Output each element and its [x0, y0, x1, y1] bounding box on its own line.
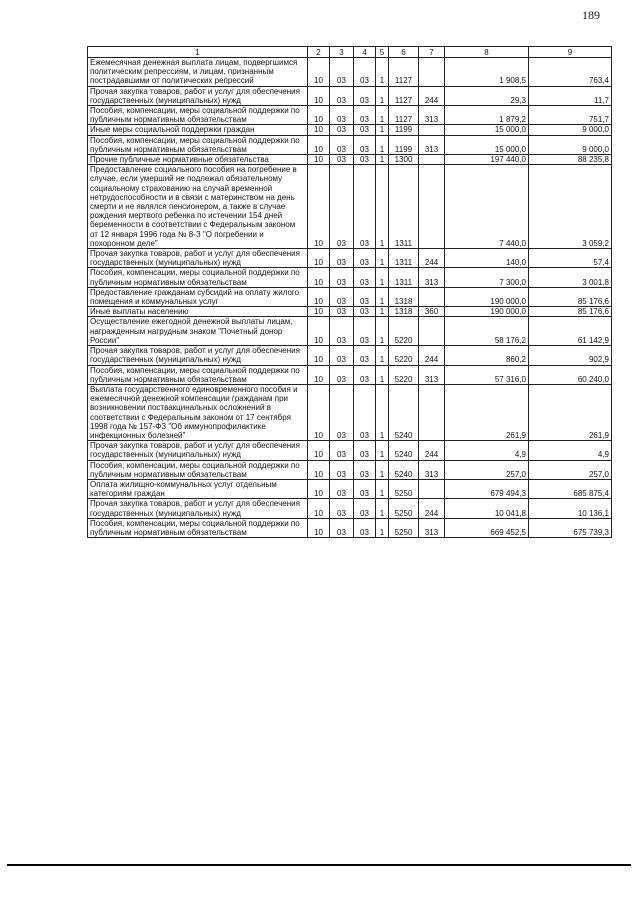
amount-year-1: 197 440,0 [445, 155, 529, 165]
table-row [88, 249, 612, 268]
subsection-code: 03 [330, 307, 354, 317]
expense-type-code [419, 165, 445, 249]
program-code: 03 [354, 346, 376, 365]
footer-rule [7, 864, 631, 866]
target-item-code: 5220 [389, 365, 419, 384]
expense-type-code: 313 [419, 518, 445, 537]
expense-type-code: 313 [419, 135, 445, 154]
subsection-code: 03 [330, 384, 354, 440]
amount-year-1: 10 041,8 [445, 499, 529, 518]
amount-year-1: 1 879,2 [445, 106, 529, 125]
expense-type-code [419, 125, 445, 135]
target-item-code: 1127 [389, 86, 419, 105]
target-item-code: 1311 [389, 249, 419, 268]
program-code: 03 [354, 479, 376, 498]
subsection-code: 03 [330, 165, 354, 249]
subsection-code: 03 [330, 518, 354, 537]
expense-type-code: 244 [419, 499, 445, 518]
table-row [88, 287, 612, 306]
amount-year-2: 88 235,8 [529, 155, 612, 165]
program-code: 03 [354, 125, 376, 135]
section-code: 10 [308, 155, 330, 165]
expense-type-code: 313 [419, 106, 445, 125]
amount-year-1: 140,0 [445, 249, 529, 268]
target-item-code: 1199 [389, 125, 419, 135]
row-description: Прочие публичные нормативные обязательства [88, 155, 308, 165]
target-item-code: 5250 [389, 499, 419, 518]
amount-year-1: 15 000,0 [445, 125, 529, 135]
target-item-code: 1311 [389, 268, 419, 287]
row-description: Оплата жилищно-коммунальных услуг отдельным категориям граждан [88, 479, 308, 498]
subsection-code: 03 [330, 365, 354, 384]
amount-year-1: 58 176,2 [445, 317, 529, 346]
table-row [88, 165, 612, 249]
amount-year-2: 9 000,0 [529, 135, 612, 154]
section-code: 10 [308, 365, 330, 384]
column-header: 4 [354, 47, 376, 58]
amount-year-1: 7 440,0 [445, 165, 529, 249]
section-code: 10 [308, 499, 330, 518]
program-code: 03 [354, 499, 376, 518]
table-row [88, 460, 612, 479]
amount-year-2: 85 176,6 [529, 307, 612, 317]
amount-year-1: 669 452,5 [445, 518, 529, 537]
expense-type-code: 313 [419, 268, 445, 287]
subsection-code: 03 [330, 125, 354, 135]
subprogram-code: 1 [376, 287, 389, 306]
section-code: 10 [308, 268, 330, 287]
subsection-code: 03 [330, 479, 354, 498]
expense-type-code: 360 [419, 307, 445, 317]
column-header: 8 [445, 47, 529, 58]
target-item-code: 1318 [389, 307, 419, 317]
amount-year-1: 15 000,0 [445, 135, 529, 154]
subprogram-code: 1 [376, 518, 389, 537]
amount-year-1: 679 494,3 [445, 479, 529, 498]
section-code: 10 [308, 307, 330, 317]
subsection-code: 03 [330, 287, 354, 306]
program-code: 03 [354, 365, 376, 384]
expense-type-code [419, 479, 445, 498]
subprogram-code: 1 [376, 307, 389, 317]
subprogram-code: 1 [376, 384, 389, 440]
table-row [88, 268, 612, 287]
table-row [88, 155, 612, 165]
expense-type-code [419, 155, 445, 165]
subsection-code: 03 [330, 135, 354, 154]
target-item-code: 1199 [389, 135, 419, 154]
section-code: 10 [308, 518, 330, 537]
table-body [88, 58, 612, 538]
row-description: Прочая закупка товаров, работ и услуг для обеспечения государственных (муниципальных) нужд [88, 441, 308, 460]
subprogram-code: 1 [376, 165, 389, 249]
row-description: Пособия, компенсации, меры социальной поддержки по публичным нормативным обязательствам [88, 106, 308, 125]
amount-year-2: 60 240,0 [529, 365, 612, 384]
row-description: Пособия, компенсации, меры социальной поддержки по публичным нормативным обязательствам [88, 518, 308, 537]
section-code: 10 [308, 441, 330, 460]
row-description: Ежемесячная денежная выплата лицам, подвергшимся политическим репрессиям, и лицам, признанным пострадавшими от политических репрессий [88, 58, 308, 87]
amount-year-1: 261,9 [445, 384, 529, 440]
expense-type-code [419, 287, 445, 306]
amount-year-1: 7 300,0 [445, 268, 529, 287]
table-row [88, 307, 612, 317]
amount-year-2: 57,4 [529, 249, 612, 268]
subsection-code: 03 [330, 317, 354, 346]
subprogram-code: 1 [376, 249, 389, 268]
table-row [88, 441, 612, 460]
row-description: Пособия, компенсации, меры социальной поддержки по публичным нормативным обязательствам [88, 268, 308, 287]
expense-type-code: 244 [419, 86, 445, 105]
table-row [88, 317, 612, 346]
subprogram-code: 1 [376, 460, 389, 479]
subprogram-code: 1 [376, 479, 389, 498]
section-code: 10 [308, 165, 330, 249]
section-code: 10 [308, 287, 330, 306]
subprogram-code: 1 [376, 317, 389, 346]
subprogram-code: 1 [376, 499, 389, 518]
section-code: 10 [308, 460, 330, 479]
program-code: 03 [354, 135, 376, 154]
column-header: 9 [529, 47, 612, 58]
program-code: 03 [354, 384, 376, 440]
amount-year-2: 751,7 [529, 106, 612, 125]
subsection-code: 03 [330, 499, 354, 518]
expense-type-code: 244 [419, 346, 445, 365]
amount-year-2: 261,9 [529, 384, 612, 440]
program-code: 03 [354, 441, 376, 460]
table-row [88, 499, 612, 518]
row-description: Прочая закупка товаров, работ и услуг для обеспечения государственных (муниципальных) нужд [88, 346, 308, 365]
program-code: 03 [354, 249, 376, 268]
table-row [88, 58, 612, 87]
program-code: 03 [354, 268, 376, 287]
row-description: Предоставление гражданам субсидий на оплату жилого помещения и коммунальных услуг [88, 287, 308, 306]
section-code: 10 [308, 249, 330, 268]
amount-year-2: 3 001,8 [529, 268, 612, 287]
target-item-code: 1300 [389, 155, 419, 165]
subprogram-code: 1 [376, 125, 389, 135]
row-description: Осуществление ежегодной денежной выплаты лицам, награжденным нагрудным знаком "Почетный донор России" [88, 317, 308, 346]
subprogram-code: 1 [376, 58, 389, 87]
target-item-code: 5240 [389, 441, 419, 460]
section-code: 10 [308, 384, 330, 440]
amount-year-2: 10 136,1 [529, 499, 612, 518]
subsection-code: 03 [330, 58, 354, 87]
amount-year-2: 9 000,0 [529, 125, 612, 135]
expense-type-code: 244 [419, 441, 445, 460]
subsection-code: 03 [330, 249, 354, 268]
row-description: Пособия, компенсации, меры социальной поддержки по публичным нормативным обязательствам [88, 365, 308, 384]
subsection-code: 03 [330, 346, 354, 365]
row-description: Иные меры социальной поддержки граждан [88, 125, 308, 135]
target-item-code: 1318 [389, 287, 419, 306]
section-code: 10 [308, 317, 330, 346]
table-row [88, 106, 612, 125]
subprogram-code: 1 [376, 365, 389, 384]
program-code: 03 [354, 165, 376, 249]
table-row [88, 365, 612, 384]
amount-year-2: 763,4 [529, 58, 612, 87]
row-description: Пособия, компенсации, меры социальной поддержки по публичным нормативным обязательствам [88, 135, 308, 154]
row-description: Иные выплаты населению [88, 307, 308, 317]
amount-year-1: 29,3 [445, 86, 529, 105]
table-row [88, 125, 612, 135]
amount-year-1: 190 000,0 [445, 287, 529, 306]
program-code: 03 [354, 287, 376, 306]
budget-table [87, 46, 612, 538]
column-header: 6 [389, 47, 419, 58]
program-code: 03 [354, 106, 376, 125]
target-item-code: 1311 [389, 165, 419, 249]
amount-year-1: 860,2 [445, 346, 529, 365]
amount-year-1: 190 000,0 [445, 307, 529, 317]
amount-year-2: 685 875,4 [529, 479, 612, 498]
program-code: 03 [354, 58, 376, 87]
program-code: 03 [354, 307, 376, 317]
row-description: Прочая закупка товаров, работ и услуг для обеспечения государственных (муниципальных) нужд [88, 86, 308, 105]
section-code: 10 [308, 106, 330, 125]
row-description: Прочая закупка товаров, работ и услуг для обеспечения государственных (муниципальных) нужд [88, 499, 308, 518]
amount-year-2: 85 176,6 [529, 287, 612, 306]
amount-year-2: 4,9 [529, 441, 612, 460]
target-item-code: 5240 [389, 460, 419, 479]
subprogram-code: 1 [376, 441, 389, 460]
amount-year-1: 4,9 [445, 441, 529, 460]
expense-type-code [419, 317, 445, 346]
table-row [88, 86, 612, 105]
amount-year-2: 257,0 [529, 460, 612, 479]
subprogram-code: 1 [376, 155, 389, 165]
expense-type-code: 313 [419, 365, 445, 384]
section-code: 10 [308, 58, 330, 87]
amount-year-2: 675 739,3 [529, 518, 612, 537]
expense-type-code [419, 384, 445, 440]
program-code: 03 [354, 155, 376, 165]
column-header: 2 [308, 47, 330, 58]
subsection-code: 03 [330, 268, 354, 287]
program-code: 03 [354, 518, 376, 537]
column-header: 3 [330, 47, 354, 58]
table-row [88, 384, 612, 440]
column-header: 7 [419, 47, 445, 58]
expense-type-code: 313 [419, 460, 445, 479]
target-item-code: 5240 [389, 384, 419, 440]
subsection-code: 03 [330, 155, 354, 165]
subsection-code: 03 [330, 441, 354, 460]
target-item-code: 5250 [389, 518, 419, 537]
subsection-code: 03 [330, 86, 354, 105]
section-code: 10 [308, 346, 330, 365]
expense-type-code [419, 58, 445, 87]
page-number: 189 [582, 8, 600, 22]
subprogram-code: 1 [376, 106, 389, 125]
subsection-code: 03 [330, 460, 354, 479]
subprogram-code: 1 [376, 346, 389, 365]
row-description: Пособия, компенсации, меры социальной поддержки по публичным нормативным обязательствам [88, 460, 308, 479]
target-item-code: 1127 [389, 58, 419, 87]
subprogram-code: 1 [376, 86, 389, 105]
row-description: Выплата государственного единовременного пособия и ежемесячной денежной компенсации гражданам при возникновении поствакцинальных осложнений в соответствии с Федеральным законом от 17 сентября 1998 года № 157-ФЗ "Об иммунопрофилактике инфекционных болезней" [88, 384, 308, 440]
amount-year-2: 61 142,9 [529, 317, 612, 346]
program-code: 03 [354, 317, 376, 346]
section-code: 10 [308, 479, 330, 498]
section-code: 10 [308, 135, 330, 154]
amount-year-1: 57 316,0 [445, 365, 529, 384]
header-row [88, 47, 612, 58]
expense-type-code: 244 [419, 249, 445, 268]
target-item-code: 5220 [389, 346, 419, 365]
target-item-code: 1127 [389, 106, 419, 125]
target-item-code: 5250 [389, 479, 419, 498]
row-description: Предоставление социального пособия на погребение в случае, если умерший не подлежал обязательному социальному страхованию на случай временной нетрудоспособности и в связи с материнством на день смерти и не являлся пенсионером, а также в случае рождения мертвого ребенка по истечении 154 дней беременности в соответствии с Федеральным законом от 12 января 1996 года № 8-З "О погребении и похоронном деле" [88, 165, 308, 249]
column-header: 5 [376, 47, 389, 58]
table-row [88, 518, 612, 537]
program-code: 03 [354, 86, 376, 105]
target-item-code: 5220 [389, 317, 419, 346]
row-description: Прочая закупка товаров, работ и услуг для обеспечения государственных (муниципальных) нужд [88, 249, 308, 268]
section-code: 10 [308, 86, 330, 105]
table-row [88, 479, 612, 498]
subsection-code: 03 [330, 106, 354, 125]
amount-year-1: 1 908,5 [445, 58, 529, 87]
section-code: 10 [308, 125, 330, 135]
column-header: 1 [88, 47, 308, 58]
amount-year-1: 257,0 [445, 460, 529, 479]
table-row [88, 346, 612, 365]
subprogram-code: 1 [376, 135, 389, 154]
subprogram-code: 1 [376, 268, 389, 287]
amount-year-2: 11,7 [529, 86, 612, 105]
table-header [88, 47, 612, 58]
amount-year-2: 902,9 [529, 346, 612, 365]
amount-year-2: 3 059,2 [529, 165, 612, 249]
program-code: 03 [354, 460, 376, 479]
table-row [88, 135, 612, 154]
